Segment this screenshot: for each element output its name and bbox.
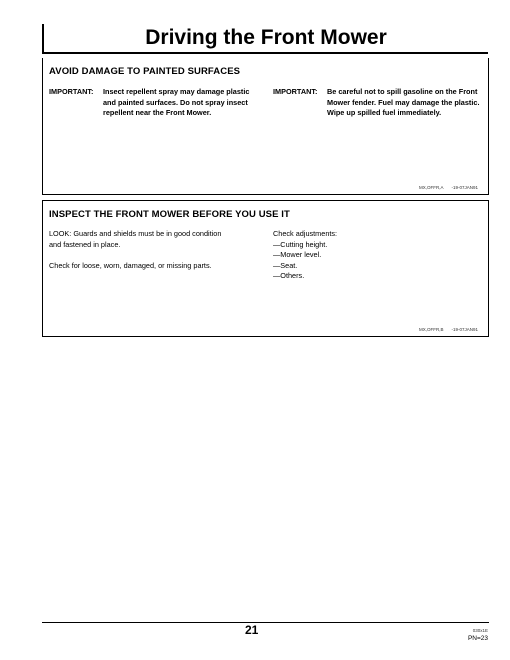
- important-text: Insect repellent spray may damage plastic and painted surfaces. Do not spray insect repellent near the Front Mower.: [103, 87, 250, 118]
- important-note-right: [273, 87, 481, 119]
- check-adjustments-list: [273, 229, 473, 282]
- inspect-text-line: and fastened in place.: [49, 239, 121, 249]
- important-label: IMPORTANT:: [273, 87, 318, 96]
- footer-divider: [42, 622, 489, 623]
- section-avoid-damage: [42, 58, 489, 195]
- inspect-text-line: LOOK: Guards and shields must be in good condition: [49, 229, 222, 238]
- inspect-left-column: [49, 229, 264, 271]
- ref-date-text: -19-07JAN91: [451, 185, 478, 190]
- ref-code-text: MX,OFFR,B: [418, 327, 444, 332]
- page-title: Driving the Front Mower: [42, 24, 488, 54]
- footer-code: 030x1E: [472, 628, 488, 633]
- list-item: —Others.: [273, 271, 305, 281]
- reference-code: [411, 185, 478, 190]
- important-note-left: [49, 87, 254, 119]
- list-item: —Cutting height.: [273, 239, 328, 249]
- section-inspect-mower: [42, 200, 489, 337]
- important-text: Be careful not to spill gasoline on the Front Mower fender. Fuel may damage the plastic. Wipe up spilled fuel immediately.: [327, 87, 480, 118]
- section-title: AVOID DAMAGE TO PAINTED SURFACES: [49, 66, 241, 77]
- inspect-text-line: Check for loose, worn, damaged, or missing parts.: [49, 260, 212, 270]
- ref-date-text: -19-07JAN91: [451, 327, 478, 332]
- ref-code-text: MX,OFFR,A: [418, 185, 444, 190]
- inspect-text-line: [49, 250, 264, 261]
- list-item: —Seat.: [273, 260, 298, 270]
- pn-code: PN=23: [467, 635, 488, 642]
- check-adjustments-heading: Check adjustments:: [273, 229, 338, 238]
- list-item: —Mower level.: [273, 250, 322, 260]
- page-number: 21: [245, 623, 259, 637]
- important-label: IMPORTANT:: [49, 87, 94, 96]
- section-title: INSPECT THE FRONT MOWER BEFORE YOU USE IT: [49, 209, 290, 220]
- reference-code: [411, 327, 478, 332]
